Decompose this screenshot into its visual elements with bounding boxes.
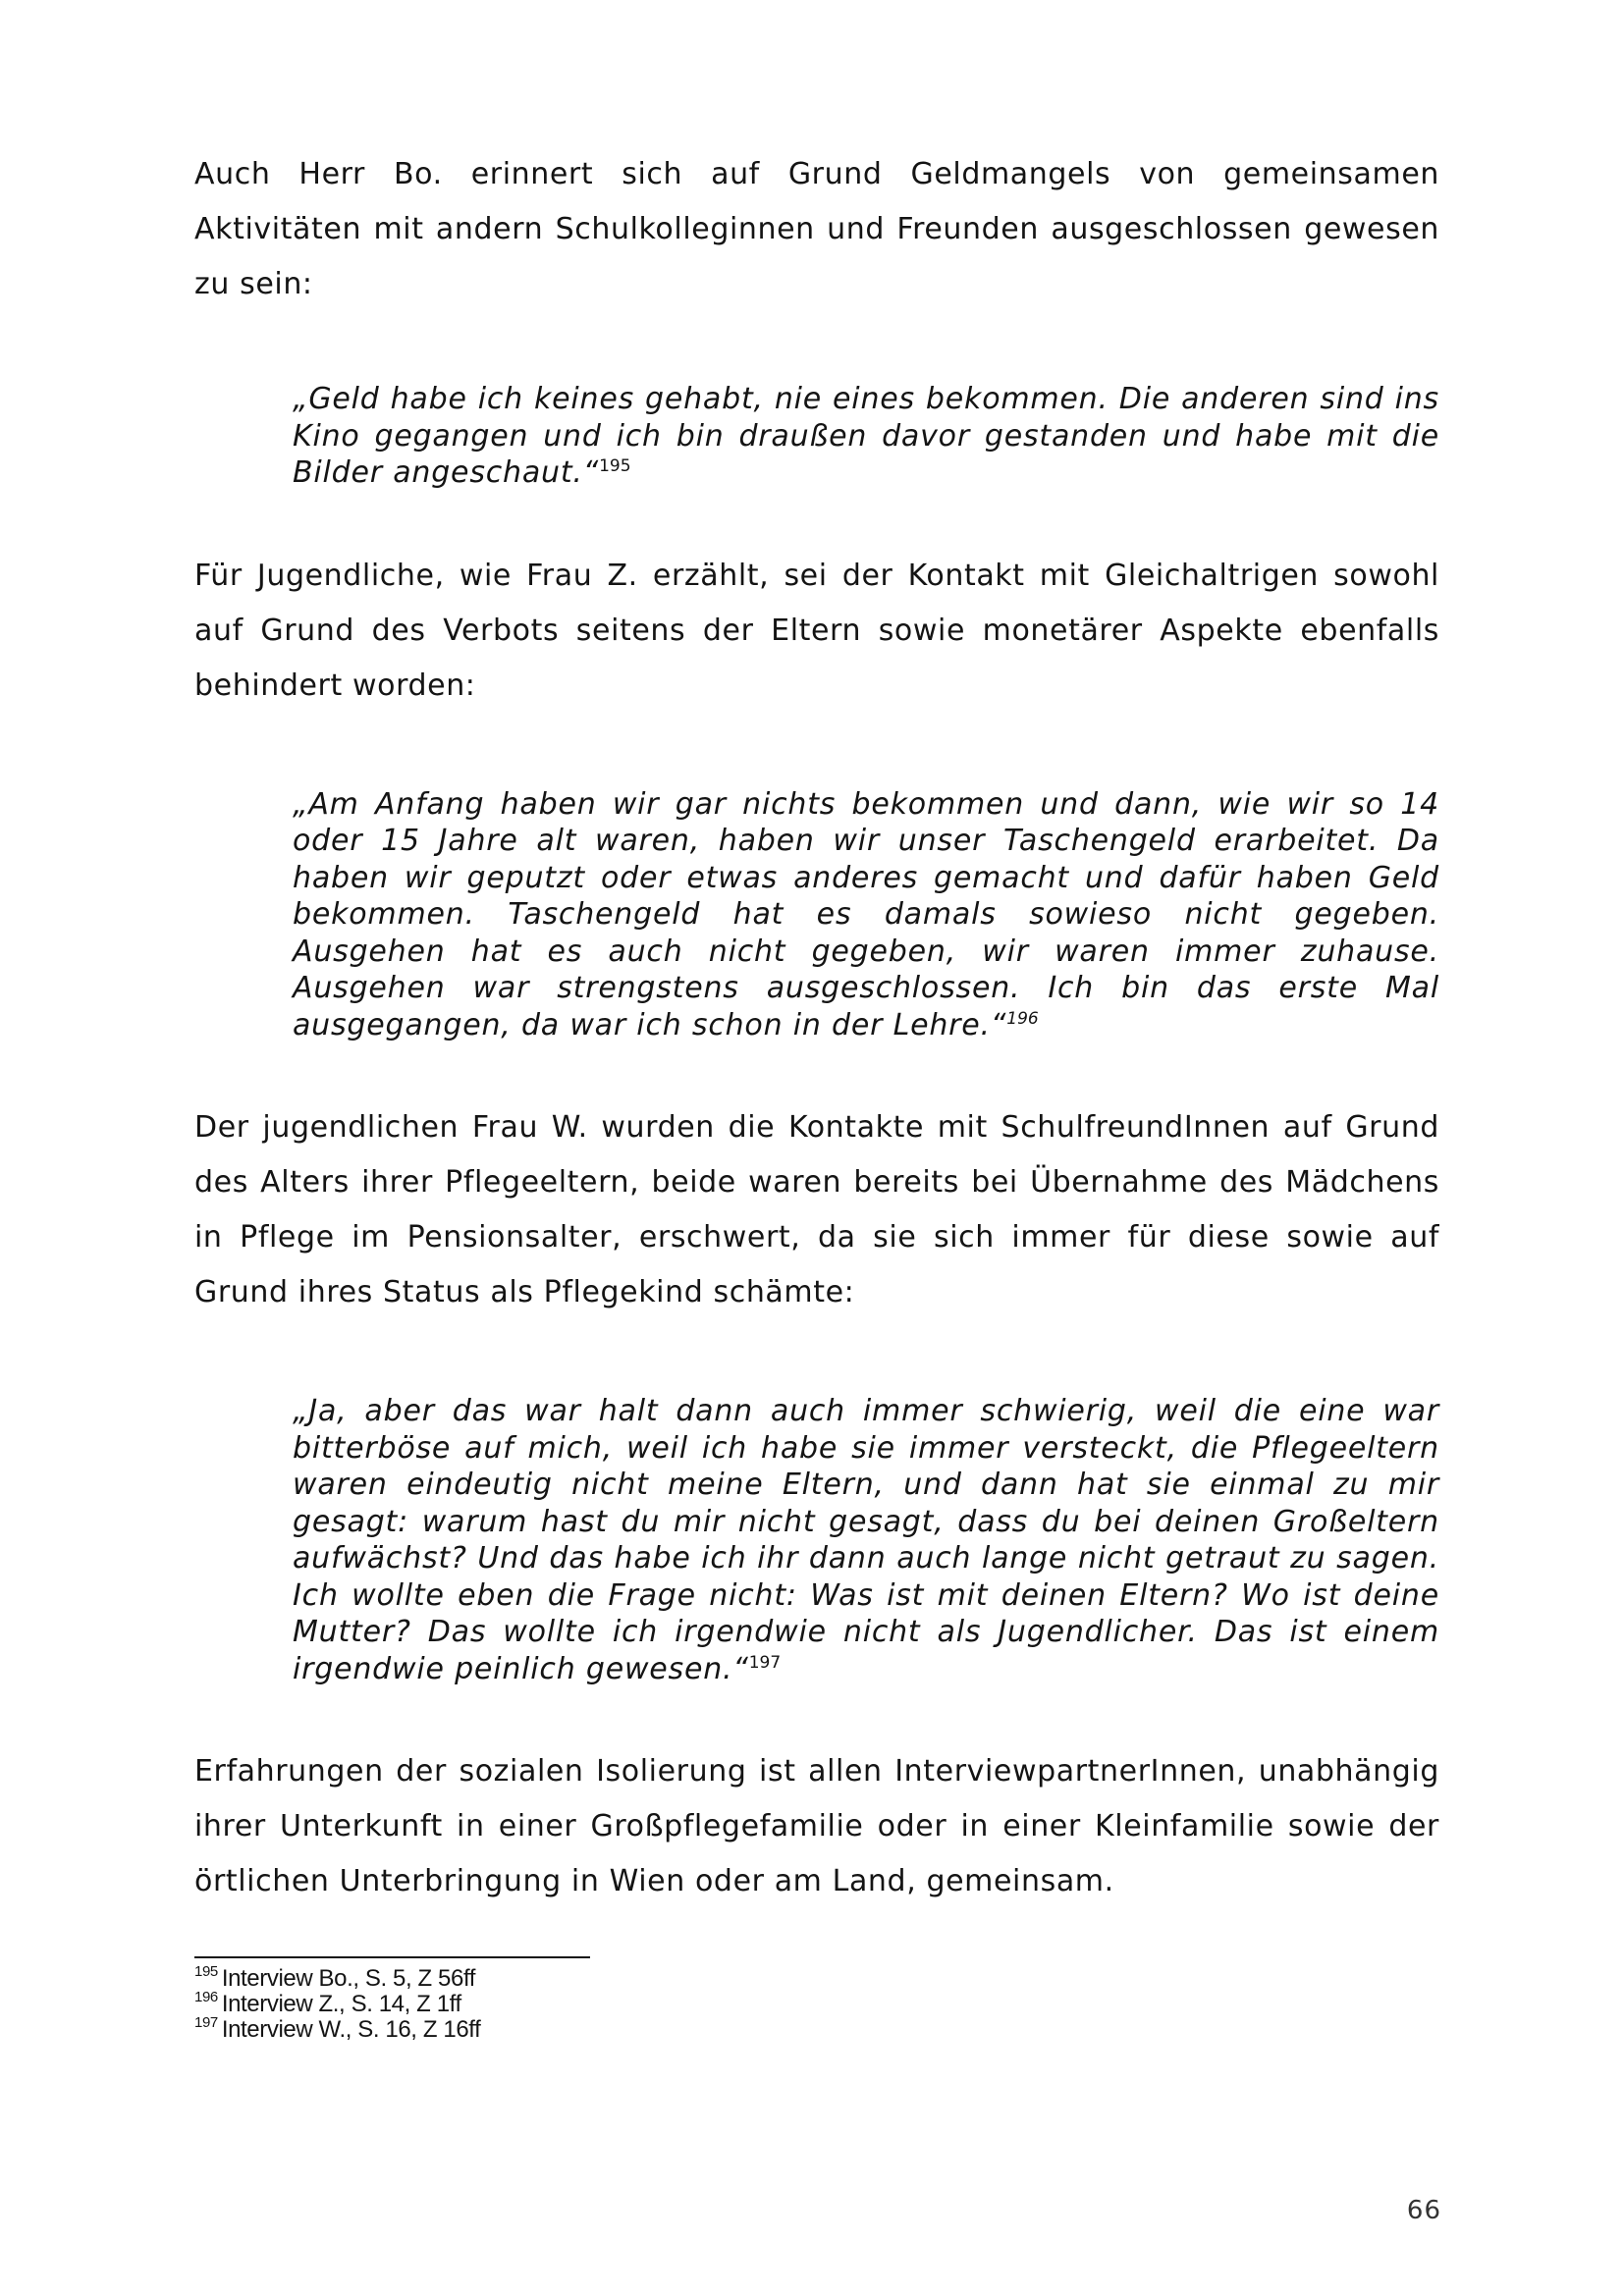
block-quote-3-text: „Ja, aber das war halt dann auch immer schwierig, weil die eine war bitterböse auf mich, weil ich habe sie immer versteckt, die Pflegeeltern waren eindeutig nicht meine Eltern, und dann hat sie einmal zu mir gesagt: warum hast du mir nicht gesagt, dass du bei deinen Großeltern aufwächst? Und das habe ich ihr dann auch lange nicht getraut zu sagen. Ich wollte eben die Frage nicht: Was ist mit deinen Eltern? Wo ist deine Mutter? Das wollte ich irgendwie nicht als Jugendlicher. Das ist einem irgendwie peinlich gewesen.“ — [293, 1394, 1439, 1686]
block-quote-3 — [293, 1393, 1439, 1687]
footnote-divider — [194, 1956, 590, 1958]
footnote-text: Interview Z., S. 14, Z 1ff — [221, 1991, 461, 2017]
footnote-ref-197[interactable]: 197 — [748, 1652, 782, 1673]
page-body — [194, 147, 1439, 1909]
block-quote-2 — [293, 786, 1439, 1044]
paragraph-3: Der jugendlichen Frau W. wurden die Kontakte mit SchulfreundInnen auf Grund des Alters ihrer Pflegeeltern, beide waren bereits bei Übernahme des Mädchens in Pflege im Pensionsalter, erschwert, da sie sich immer für diese sowie auf Grund ihres Status als Pflegekind schämte: — [194, 1110, 1439, 1309]
block-quote-1-text: „Geld habe ich keines gehabt, nie eines bekommen. Die anderen sind ins Kino gegangen und ich bin draußen davor gestanden und habe mit die Bilder angeschaut.“ — [293, 382, 1439, 490]
paragraph-4: Erfahrungen der sozialen Isolierung ist allen InterviewpartnerInnen, unabhängig ihrer Unterkunft in einer Großpflegefamilie oder in einer Kleinfamilie sowie der örtlichen Unterbringung in Wien oder am Land, gemeinsam. — [194, 1754, 1439, 1898]
footnote-number: 195 — [194, 1963, 218, 1980]
footnote-number: 196 — [194, 1989, 218, 2005]
footnote-ref-195[interactable]: 195 — [599, 456, 631, 476]
page-number: 66 — [1406, 2196, 1441, 2225]
footnote-text: Interview W., S. 16, Z 16ff — [221, 2016, 481, 2043]
paragraph-2: Für Jugendliche, wie Frau Z. erzählt, sei der Kontakt mit Gleichaltrigen sowohl auf Grund des Verbots seitens der Eltern sowie monetärer Aspekte ebenfalls behindert worden: — [194, 558, 1439, 703]
footnote-196 — [194, 1989, 480, 2017]
block-quote-1 — [293, 381, 1439, 492]
footnote-number: 197 — [194, 2014, 218, 2031]
footnote-195 — [194, 1963, 480, 1992]
block-quote-2-text: „Am Anfang haben wir gar nichts bekommen und dann, wie wir so 14 oder 15 Jahre alt waren, haben wir unser Taschengeld erarbeitet. Da haben wir geputzt oder etwas anderes gemacht und dafür haben Geld bekommen. Taschengeld hat es damals sowieso nicht gegeben. Ausgehen hat es auch nicht gegeben, wir waren immer zuhause. Ausgehen war strengstens ausgeschlossen. Ich bin das erste Mal ausgegangen, da war ich schon in der Lehre.“ — [293, 786, 1439, 1042]
footnote-text: Interview Bo., S. 5, Z 56ff — [221, 1965, 476, 1992]
footnote-ref-196[interactable]: 196 — [1006, 1008, 1039, 1029]
paragraph-1: Auch Herr Bo. erinnert sich auf Grund Geldmangels von gemeinsamen Aktivitäten mit andern Schulkolleginnen und Freunden ausgeschlossen gewesen zu sein: — [194, 157, 1439, 301]
footnote-197 — [194, 2014, 481, 2043]
footnotes — [194, 1963, 481, 2043]
